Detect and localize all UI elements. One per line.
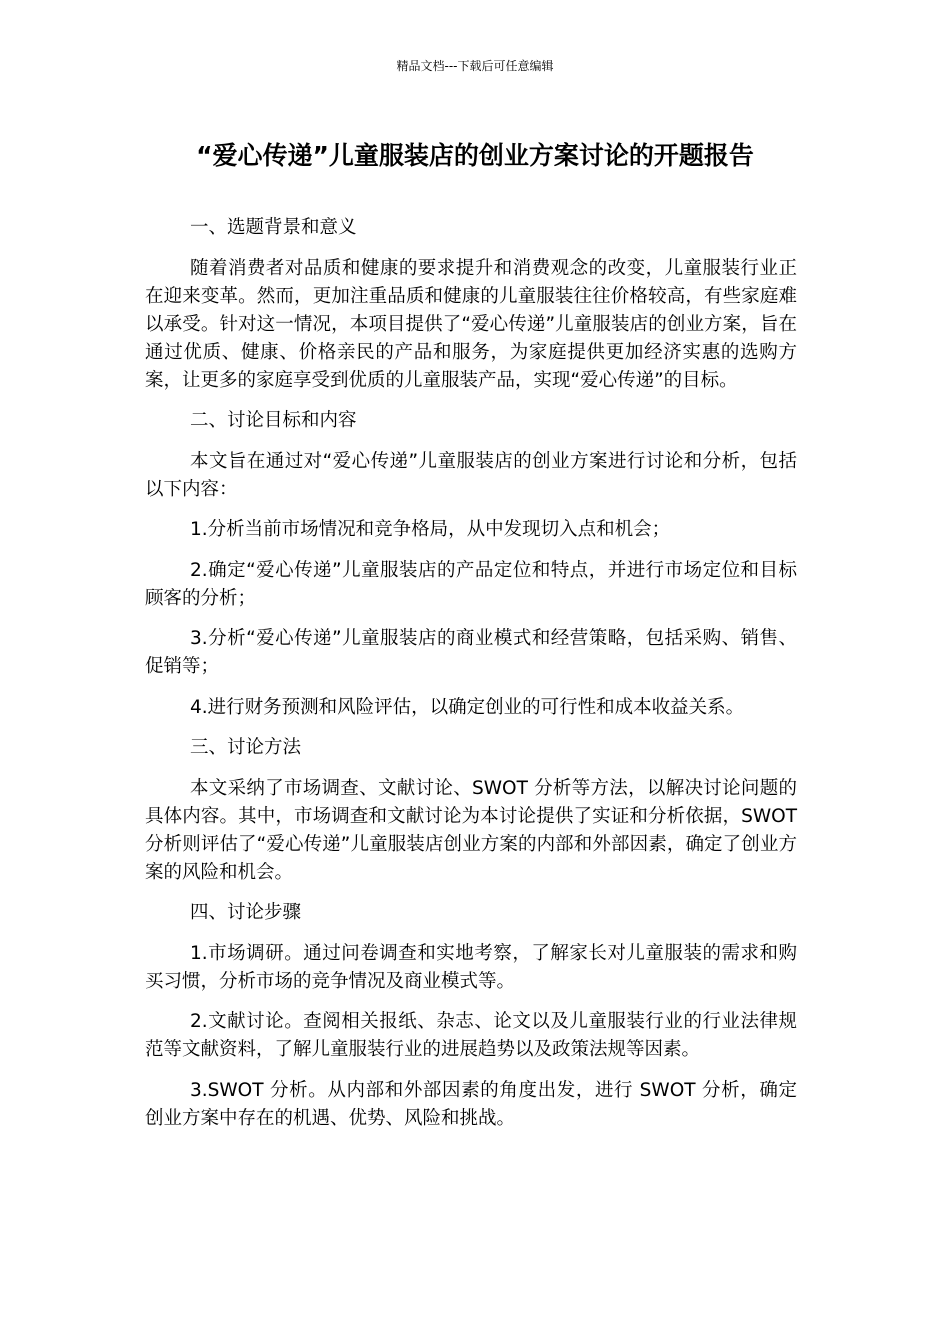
paragraph-background: 随着消费者对品质和健康的要求提升和消费观念的改变，儿童服装行业正在迎来变革。然而，更加注重品质和健康的儿童服装往往价格较高，有些家庭难以承受。针对这一情况，本项目提供了“爱心传递”儿童服装店的创业方案，旨在通过优质、健康、价格亲民的产品和服务，为家庭提供更加经济实惠的选购方案，让更多的家庭享受到优质的儿童服装产品，实现“爱心传递”的目标。: [145, 257, 797, 391]
list-item-step-2: 2.文献讨论。查阅相关报纸、杂志、论文以及儿童服装行业的行业法律规范等文献资料，了解儿童服装行业的进展趋势以及政策法规等因素。: [145, 1011, 797, 1060]
list-item-step-1: 1.市场调研。通过问卷调查和实地考察，了解家长对儿童服装的需求和购买习惯，分析市场的竞争情况及商业模式等。: [145, 942, 797, 992]
section-heading-goals: 二、讨论目标和内容: [190, 410, 357, 431]
section-heading-steps: 四、讨论步骤: [190, 902, 302, 923]
document-title: “爱心传递”儿童服装店的创业方案讨论的开题报告: [196, 141, 754, 170]
list-item-goal-3: 3.分析“爱心传递”儿童服装店的商业模式和经营策略，包括采购、销售、促销等；: [145, 628, 797, 677]
paragraph-methods: 本文采纳了市场调查、文献讨论、SWOT 分析等方法，以解决讨论问题的具体内容。其中，市场调查和文献讨论为本讨论提供了实证和分析依据，SWOT 分析则评估了“爱心传递”儿童服装店创业方案的内部和外部因素，确定了创业方案的风险和机会。: [145, 777, 797, 883]
list-item-step-3: 3.SWOT 分析。从内部和外部因素的角度出发，进行 SWOT 分析，确定创业方案中存在的机遇、优势、风险和挑战。: [145, 1079, 797, 1129]
page-header: 精品文档---下载后可任意编辑: [396, 59, 554, 73]
section-heading-background: 一、选题背景和意义: [190, 217, 357, 238]
section-heading-methods: 三、讨论方法: [190, 737, 302, 758]
list-item-goal-4: 4.进行财务预测和风险评估，以确定创业的可行性和成本收益关系。: [190, 696, 745, 718]
list-item-goal-2: 2.确定“爱心传递”儿童服装店的产品定位和特点，并进行市场定位和目标顾客的分析；: [145, 559, 797, 609]
paragraph-goals-intro: 本文旨在通过对“爱心传递”儿童服装店的创业方案进行讨论和分析，包括以下内容：: [145, 450, 797, 500]
list-item-goal-1: 1.分析当前市场情况和竞争格局，从中发现切入点和机会；: [190, 519, 671, 540]
document-body: [145, 214, 797, 1145]
